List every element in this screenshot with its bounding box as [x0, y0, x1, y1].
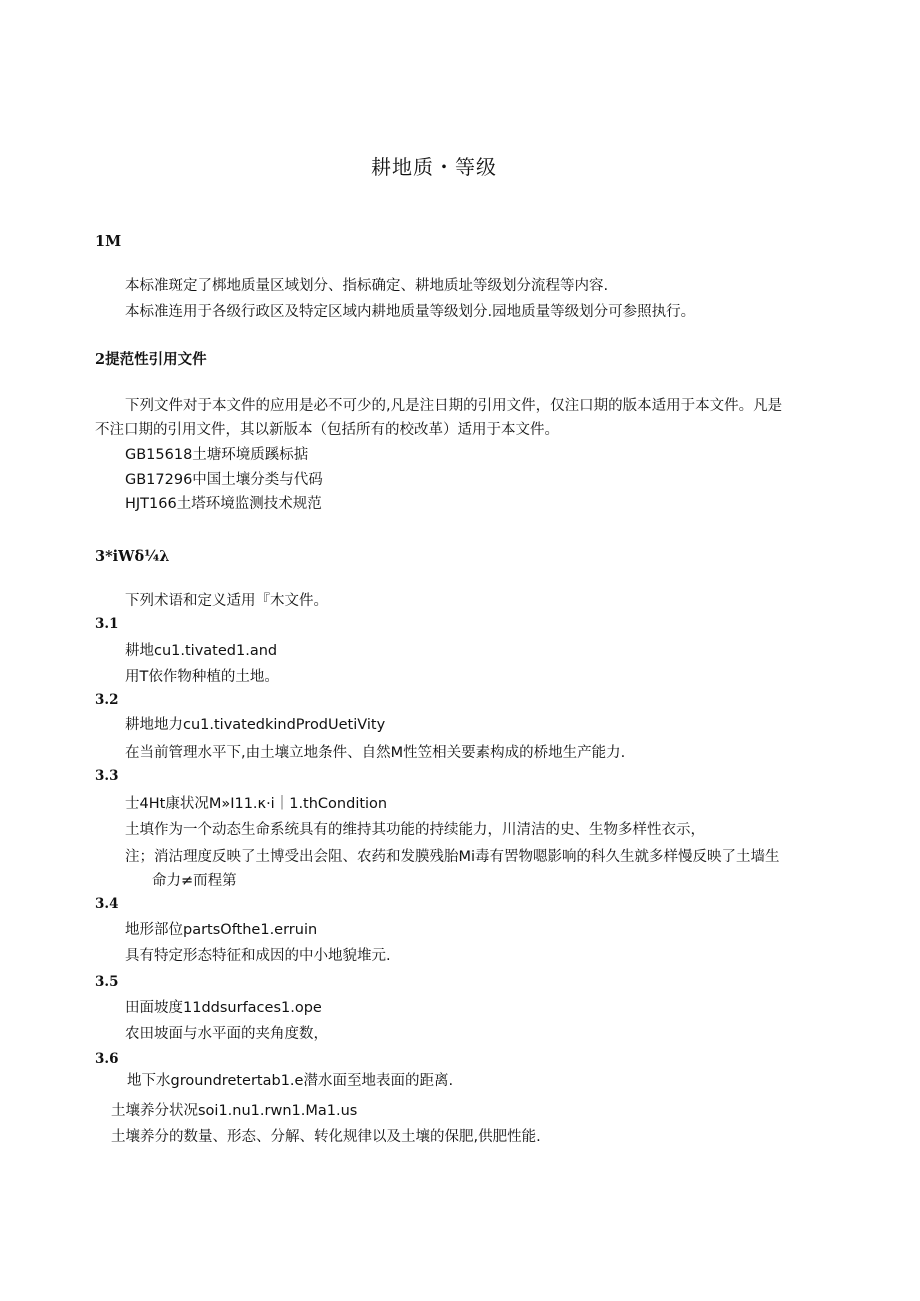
reference-hjt166: HJT166土塔环境监测技术规范: [125, 496, 322, 512]
section-2-paragraph-line-1: 下列文件对于本文件的应用是必不可少的,凡是注日期的引用文件，仅注口期的版本适用于本文件。凡是: [125, 398, 783, 414]
term-soil-nutrient-name: 土壤养分状况soi1.nu1.rwn1.Ma1.us: [111, 1103, 358, 1119]
term-3-5-name: 田面坡度11ddsurfaces1.ope: [125, 1000, 322, 1016]
term-3-3-note-line-1: 注；消沽理度反映了土博受出会阻、农药和发膜残胎Mi毒有罟物嗯影响的科久生就多样慢反映了土墙生: [125, 849, 780, 865]
term-3-5-definition: 农田坡面与水平面的夹角度数，: [125, 1026, 328, 1042]
section-3-heading: 3*iWδ¼λ: [95, 548, 170, 565]
term-number-3-5: 3.5: [95, 974, 119, 990]
reference-gb17296: GB17296中国土壤分类与代码: [125, 472, 323, 488]
term-number-3-1: 3.1: [95, 616, 119, 632]
section-1-paragraph-1: 本标准斑定了梆地质量区域划分、指标确定、耕地质址等级划分流程等内容.: [125, 278, 609, 294]
term-3-4-name: 地形部位partsOfthe1.erruin: [125, 922, 318, 938]
term-3-2-definition: 在当前管理水平下,由土壤立地条件、自然M性笠相关要素构成的桥地生产能力.: [125, 745, 626, 761]
section-2-paragraph-line-2: 不注口期的引用文件，其以新版本（包括所有的校改革）适用于本文件。: [95, 422, 559, 438]
term-3-3-name: 士4Ht康状况M»I11.κ·i｜1.thCondition: [125, 796, 388, 812]
term-number-3-4: 3.4: [95, 896, 119, 912]
section-2-heading: 2提范性引用文件: [95, 351, 207, 368]
term-number-3-2: 3.2: [95, 692, 119, 708]
term-3-2-name: 耕地地力cu1.tivatedkindProdUetiVity: [125, 717, 386, 733]
page-title: 耕地质・等级: [371, 155, 497, 179]
term-3-1-name: 耕地cu1.tivated1.and: [125, 643, 278, 659]
reference-gb15618: GB15618土塘环境质蹊标掂: [125, 447, 309, 463]
section-1-paragraph-2: 本标准连用于各级行政区及特定区域内耕地质量等级划分.园地质量等级划分可参照执行。: [125, 304, 696, 320]
section-3-intro: 下列术语和定义适用『木文件。: [125, 593, 328, 609]
term-3-4-definition: 具有特定形态特征和成因的中小地貌堆元.: [125, 948, 391, 964]
term-3-6-line: 地下水groundretertab1.e潜水面至地表面的距离.: [127, 1073, 454, 1089]
term-3-3-note-line-2: 命力≠而程第: [152, 873, 237, 889]
term-soil-nutrient-definition: 土壤养分的数量、形态、分解、转化规律以及土壤的保肥,供肥性能.: [111, 1129, 541, 1145]
term-3-3-definition: 土填作为一个动态生命系统具有的维持其功能的持续能力，川清洁的史、生物多样性衣示，: [125, 822, 705, 838]
term-number-3-3: 3.3: [95, 768, 119, 784]
section-1-heading: 1M: [95, 233, 122, 250]
term-number-3-6: 3.6: [95, 1051, 119, 1067]
term-3-1-definition: 用T依作物种植的土地。: [125, 669, 279, 685]
